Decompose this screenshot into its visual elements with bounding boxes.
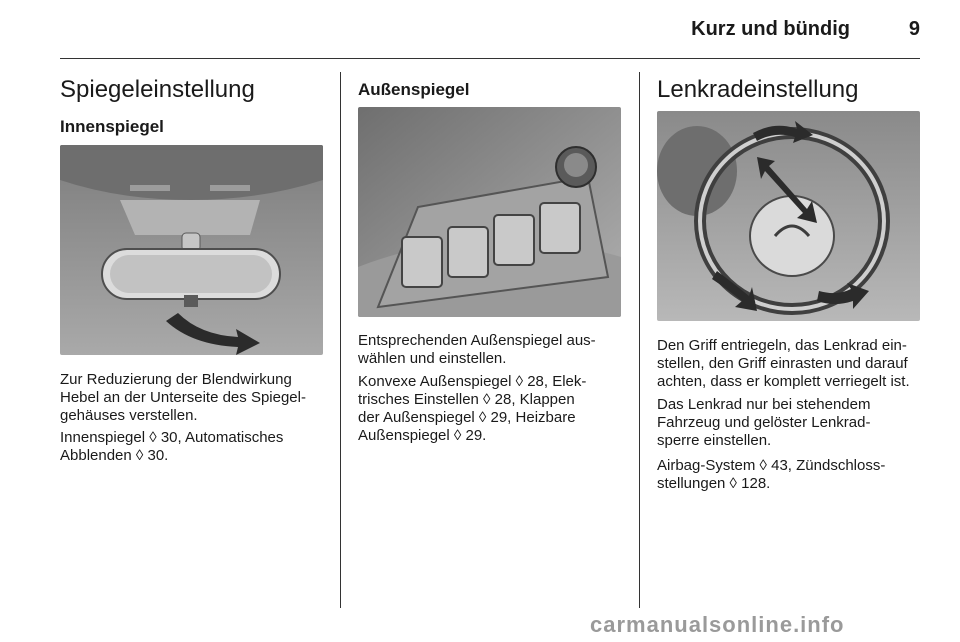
column-divider-left <box>340 72 341 608</box>
page-number: 9 <box>908 18 920 40</box>
column-divider-right <box>639 72 640 608</box>
interior-mirror-instructions: Zur Reduzierung der Blendwirkung Hebel an der Unterseite des Spiegel- gehäuses verstellen. <box>60 371 306 424</box>
interior-mirror-references: Innenspiegel ◊ 30, Automatisches Abblenden ◊ 30. <box>60 429 284 464</box>
section-heading-mirror-adjustment: Spiegeleinstellung <box>60 76 255 103</box>
exterior-mirror-references: Konvexe Außenspiegel ◊ 28, Elek- trisches Einstellen ◊ 28, Klappen der Außenspiegel ◊ 29, Heizbare Außenspiegel ◊ 29. <box>358 373 587 444</box>
watermark-text: carmanualsonline.info <box>590 612 845 637</box>
running-header-title: Kurz und bündig <box>691 18 850 40</box>
subheading-interior-mirror: Innenspiegel <box>60 117 164 136</box>
subheading-exterior-mirror: Außenspiegel <box>358 80 470 99</box>
steering-wheel-references: Airbag-System ◊ 43, Zündschloss- stellungen ◊ 128. <box>657 457 886 492</box>
steering-wheel-safety-note: Das Lenkrad nur bei stehendem Fahrzeug und gelöster Lenkrad- sperre einstellen. <box>657 396 871 449</box>
steering-wheel-figure <box>657 111 920 321</box>
header-rule <box>60 58 920 59</box>
steering-wheel-instructions: Den Griff entriegeln, das Lenkrad ein- stellen, den Griff einrasten und darauf achten, dass er komplett verriegelt ist. <box>657 337 910 390</box>
exterior-mirror-switch-figure <box>358 107 621 317</box>
exterior-mirror-instructions: Entsprechenden Außenspiegel aus- wählen und einstellen. <box>358 332 596 367</box>
interior-mirror-figure <box>60 145 323 355</box>
section-heading-steering-wheel-adjustment: Lenkradeinstellung <box>657 76 859 103</box>
